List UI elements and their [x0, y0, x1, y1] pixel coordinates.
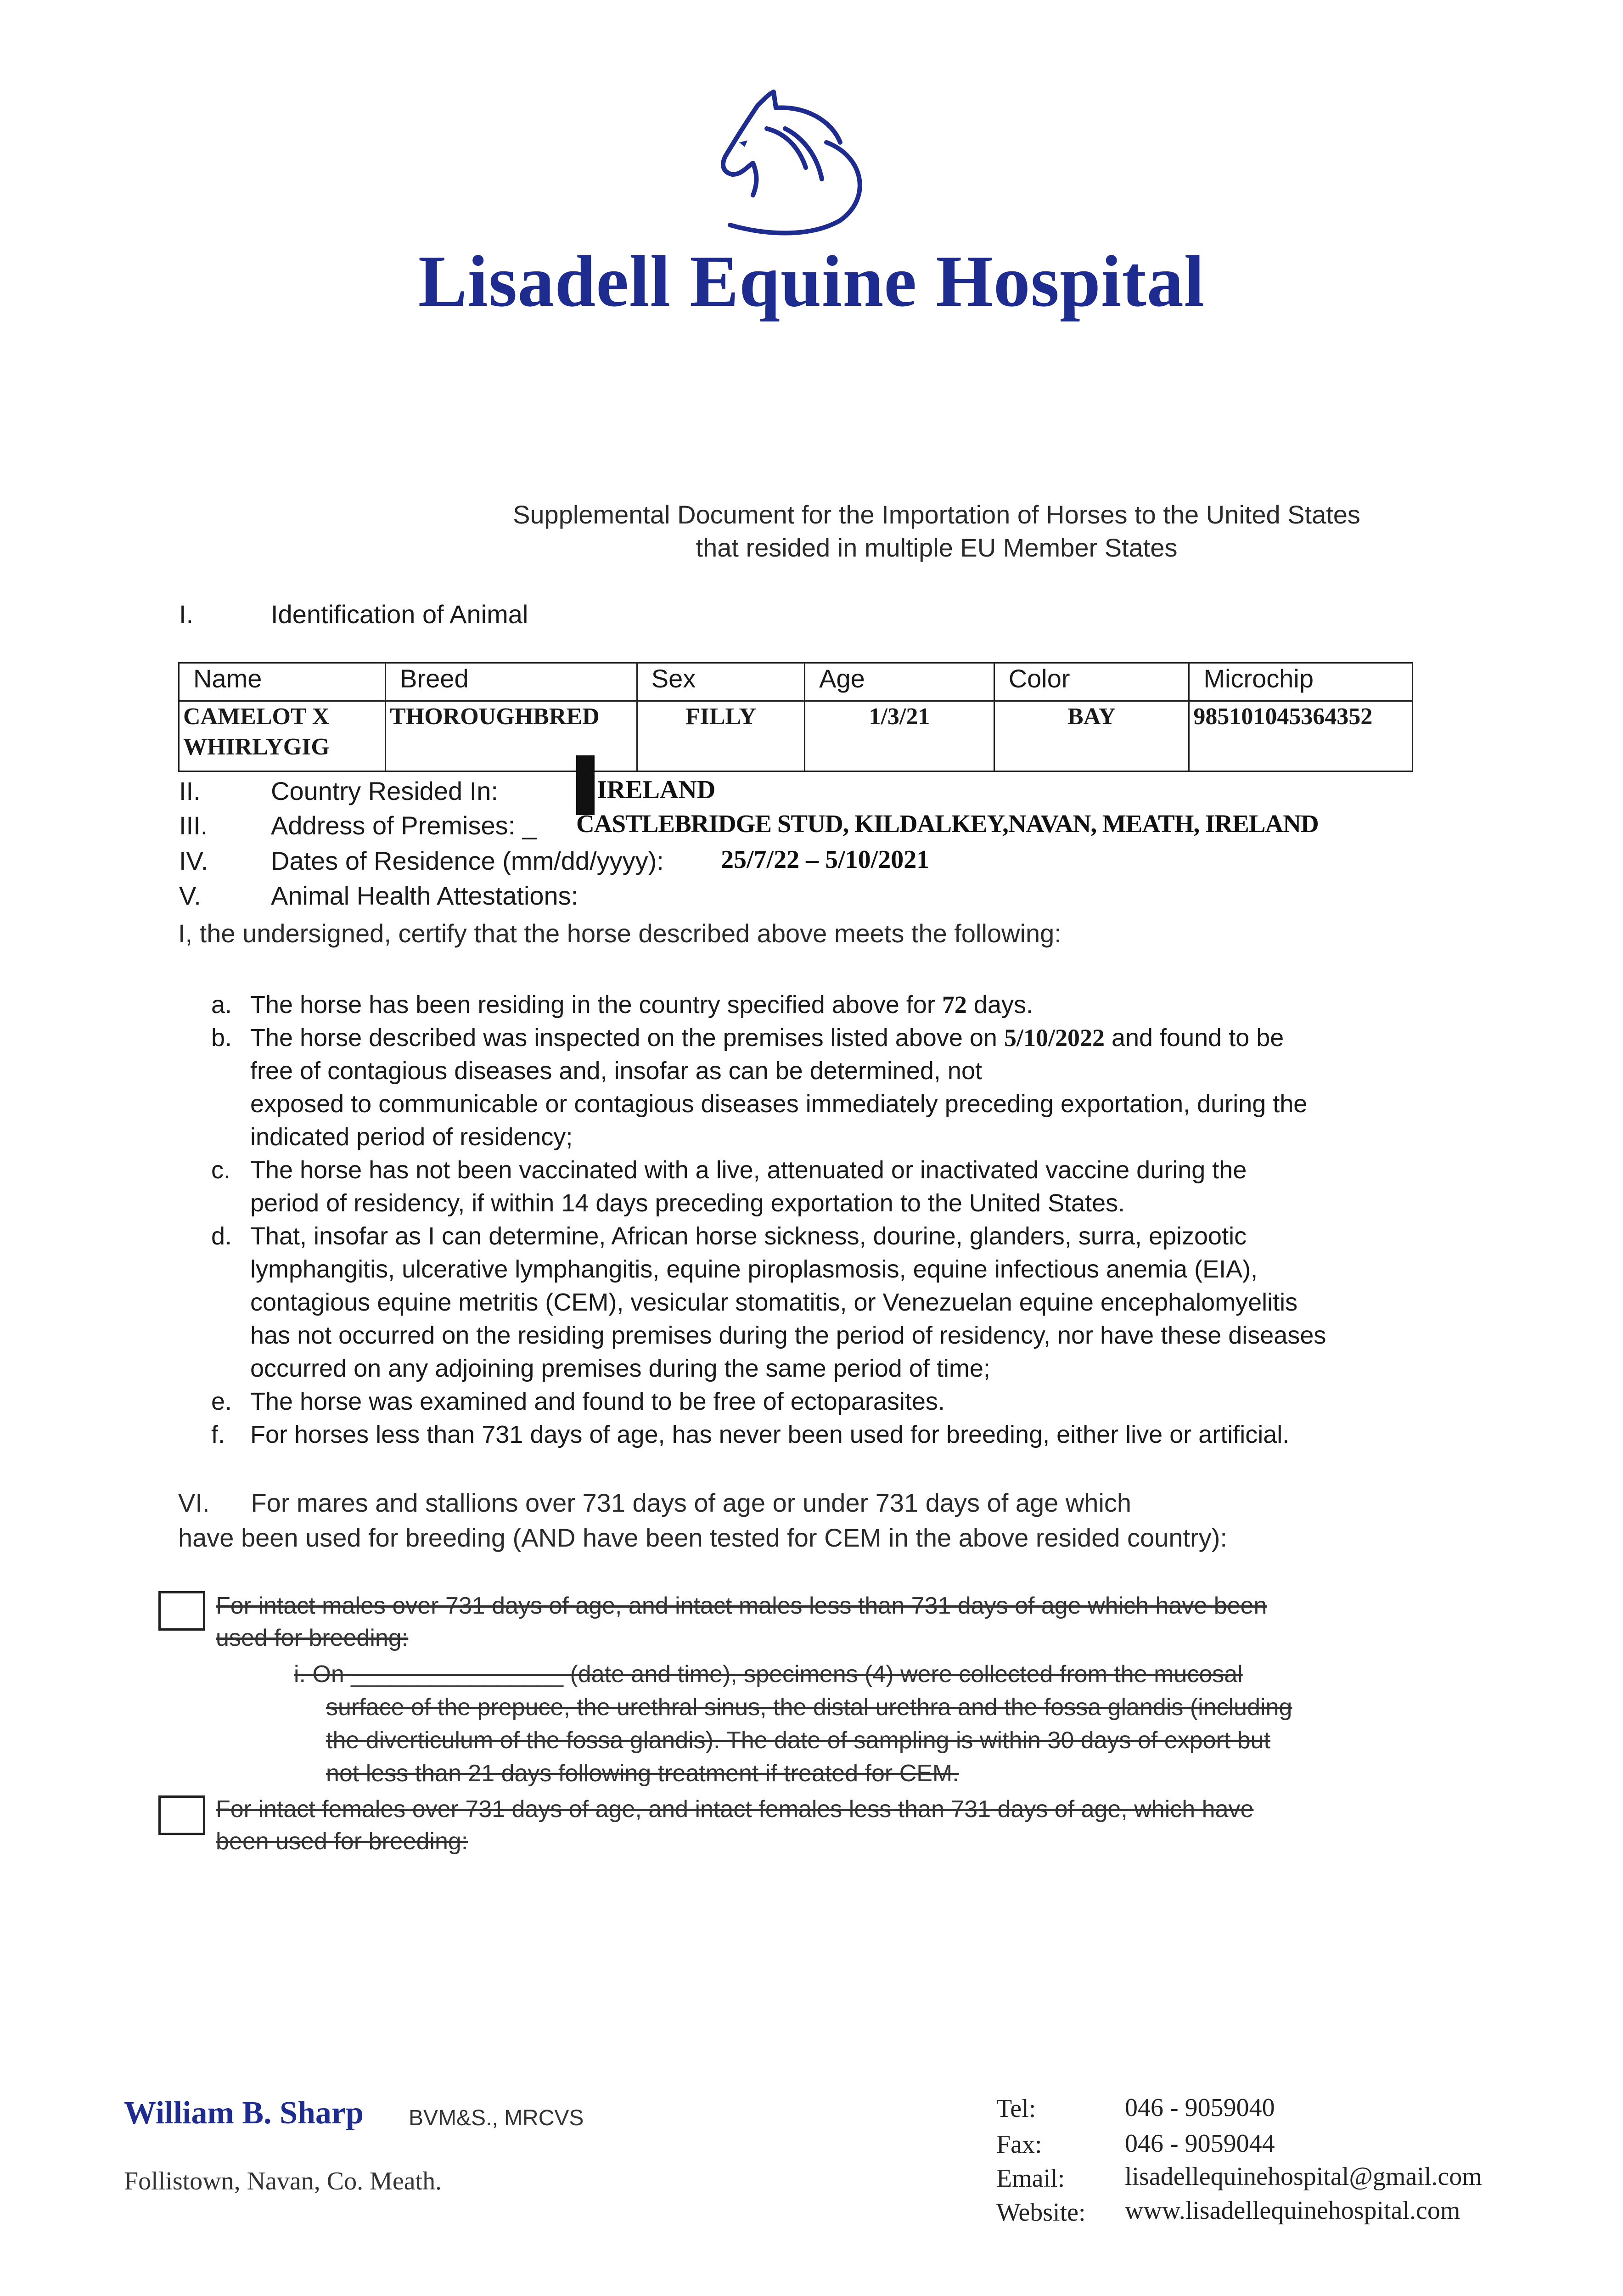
date-blank: ________________ — [351, 1661, 563, 1688]
sub-on: On — [312, 1661, 344, 1688]
item-letter: a. — [211, 991, 232, 1019]
document-title — [0, 498, 1623, 564]
section3-number: III. — [179, 811, 208, 840]
section6-line1: For mares and stallions over 731 days of age or under 731 days of age which — [251, 1488, 1132, 1517]
item-text: has not occurred on the residing premises during the period of residency, nor have these diseases — [250, 1322, 1326, 1349]
item-text: period of residency, if within 14 days preceding exportation to the United States. — [250, 1189, 1125, 1217]
country-value: IRELAND — [597, 776, 716, 804]
section1-number: I. — [179, 600, 194, 629]
sub-line1: (date and time), specimens (4) were collected from the mucosal — [570, 1661, 1243, 1688]
section1-label: Identification of Animal — [271, 600, 528, 629]
item-text: free of contagious diseases and, insofar as can be determined, not — [250, 1057, 983, 1085]
item-letter: f. — [211, 1421, 225, 1448]
tel-label: Tel: — [996, 2094, 1036, 2123]
hospital-name: Lisadell Equine Hospital — [418, 240, 1205, 322]
table-header: Color — [994, 663, 1189, 701]
cell-age: 1/3/21 — [805, 701, 994, 771]
females-line1: For intact females over 731 days of age, and intact females less than 731 days of age, which have — [216, 1796, 1254, 1823]
list-item — [211, 1021, 1451, 1154]
item-letter: c. — [211, 1156, 231, 1184]
table-header: Age — [805, 663, 994, 701]
item-text: occurred on any adjoining premises during the same period of time; — [250, 1355, 990, 1382]
table-header: Microchip — [1189, 663, 1413, 701]
males-line2: used for breeding: — [216, 1625, 409, 1651]
section5-label: Animal Health Attestations: — [271, 881, 578, 910]
section6-line2: have been used for breeding (AND have been tested for CEM in the above resided country): — [178, 1523, 1227, 1552]
section4-number: IV. — [179, 846, 208, 875]
list-item — [211, 1418, 1451, 1451]
certify-text: I, the undersigned, certify that the horse described above meets the following: — [178, 919, 1061, 948]
sub-line3: the diverticulum of the fossa glandis). The date of sampling is within 30 days of export but — [326, 1727, 1271, 1754]
section4-label: Dates of Residence (mm/dd/yyyy): — [271, 846, 664, 875]
item-letter: d. — [211, 1222, 232, 1250]
sub-line2: surface of the prepuce, the urethral sinus, the distal urethra and the fossa glandis (including — [326, 1694, 1292, 1721]
cell-name — [179, 701, 386, 771]
item-text: contagious equine metritis (CEM), vesicular stomatitis, or Venezuelan equine encephalomyelitis — [250, 1289, 1298, 1316]
cell-name-line1: CAMELOT X — [183, 703, 330, 730]
list-item — [211, 1220, 1451, 1385]
website-label: Website: — [996, 2198, 1086, 2227]
table-header-row — [179, 663, 1413, 701]
horse-head-icon — [689, 87, 909, 243]
item-text: The horse has not been vaccinated with a live, attenuated or inactivated vaccine during the — [250, 1156, 1247, 1184]
tel-value: 046 - 9059040 — [1125, 2093, 1275, 2122]
attestation-list — [211, 988, 1451, 1451]
females-clause — [216, 1793, 1410, 1857]
email-link[interactable]: lisadellequinehospital@gmail.com — [1125, 2162, 1482, 2191]
list-item — [211, 1154, 1451, 1220]
sub-number: i. — [294, 1661, 306, 1688]
vet-name: William B. Sharp — [124, 2095, 364, 2131]
cell-color: BAY — [994, 701, 1189, 771]
section2-number: II. — [179, 777, 201, 805]
vet-address: Follistown, Navan, Co. Meath. — [124, 2167, 442, 2195]
section2-label: Country Resided In: — [271, 777, 498, 805]
days-value: 72 — [942, 991, 967, 1019]
item-letter: e. — [211, 1388, 232, 1415]
item-letter: b. — [211, 1024, 232, 1052]
dates-value: 25/7/22 – 5/10/2021 — [721, 845, 930, 874]
table-header: Sex — [637, 663, 804, 701]
males-sub-clause — [294, 1658, 1414, 1790]
section6-number: VI. — [178, 1488, 210, 1517]
inspection-date: 5/10/2022 — [1004, 1024, 1105, 1052]
item-text: For horses less than 731 days of age, has never been used for breeding, either live or artificial. — [250, 1421, 1290, 1448]
section5-number: V. — [179, 881, 201, 910]
item-text: That, insofar as I can determine, African horse sickness, dourine, glanders, surra, epizootic — [250, 1222, 1247, 1250]
cell-sex: FILLY — [637, 701, 804, 771]
cell-microchip: 985101045364352 — [1189, 701, 1413, 771]
email-label: Email: — [996, 2164, 1065, 2193]
males-checkbox[interactable] — [158, 1591, 205, 1631]
item-text: lymphangitis, ulcerative lymphangitis, equine piroplasmosis, equine infectious anemia (EIA), — [250, 1255, 1258, 1283]
address-value: CASTLEBRIDGE STUD, KILDALKEY,NAVAN, MEATH, IRELAND — [576, 810, 1319, 838]
females-checkbox[interactable] — [158, 1795, 205, 1835]
item-text: exposed to communicable or contagious diseases immediately preceding exportation, during the — [250, 1090, 1308, 1118]
website-link[interactable]: www.lisadellequinehospital.com — [1125, 2196, 1460, 2225]
document-title-line1: Supplemental Document for the Importation of Horses to the United States — [513, 500, 1360, 529]
females-line2: been used for breeding: — [216, 1828, 468, 1855]
cell-breed: THOROUGHBRED — [386, 701, 637, 771]
item-text: indicated period of residency; — [250, 1123, 573, 1151]
item-text: and found to be — [1104, 1024, 1284, 1052]
sub-line4: not less than 21 days following treatment if treated for CEM. — [326, 1760, 959, 1787]
item-text: The horse was examined and found to be free of ectoparasites. — [250, 1388, 945, 1415]
section3-label: Address of Premises: _ — [271, 811, 537, 840]
document-title-line2: that resided in multiple EU Member States — [696, 533, 1178, 562]
table-header: Name — [179, 663, 386, 701]
list-item — [211, 1385, 1451, 1418]
vet-credentials: BVM&S., MRCVS — [409, 2106, 584, 2130]
item-text: The horse has been residing in the country specified above for — [250, 991, 942, 1019]
redaction-mark — [576, 755, 595, 815]
males-clause — [216, 1590, 1410, 1654]
fax-value: 046 - 9059044 — [1125, 2129, 1275, 2158]
males-line1: For intact males over 731 days of age, and intact males less than 731 days of age which have been — [216, 1593, 1267, 1619]
item-text: The horse described was inspected on the premises listed above on — [250, 1024, 1004, 1052]
cell-name-line2: WHIRLYGIG — [183, 734, 330, 760]
fax-label: Fax: — [996, 2130, 1042, 2159]
table-header: Breed — [386, 663, 637, 701]
section6 — [178, 1486, 1227, 1555]
identification-table — [178, 662, 1413, 772]
item-text: days. — [966, 991, 1033, 1019]
table-row — [179, 701, 1413, 771]
list-item — [211, 988, 1451, 1021]
